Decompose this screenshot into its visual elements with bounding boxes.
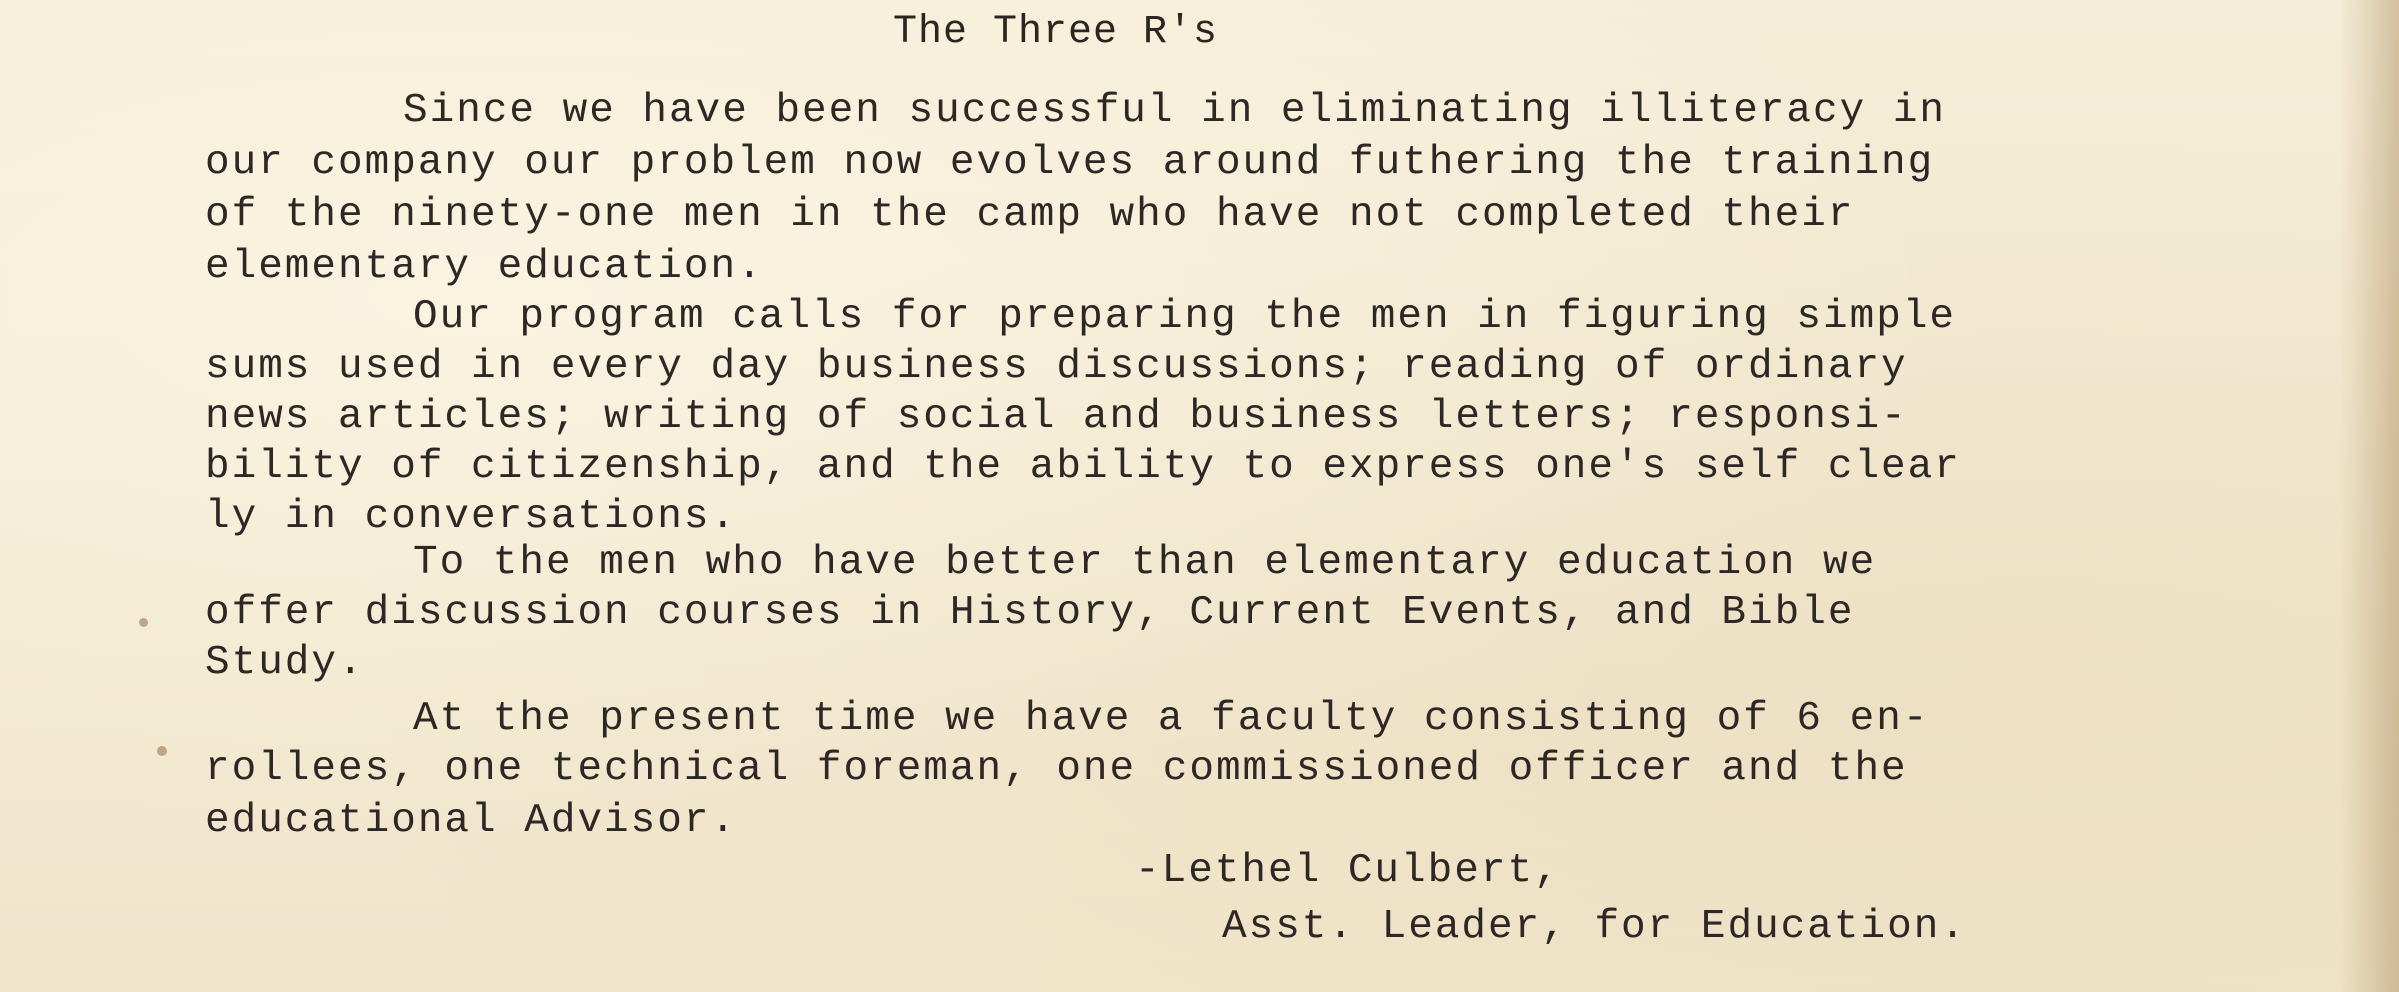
text-line: of the ninety-one men in the camp who have not completed their xyxy=(205,192,1855,238)
text-line: sums used in every day business discussions; reading of ordinary xyxy=(205,344,1908,390)
paper-edge xyxy=(2339,0,2399,992)
text-line: news articles; writing of social and business letters; responsi- xyxy=(205,394,1908,440)
signature-role: Asst. Leader, for Education. xyxy=(1222,904,1967,950)
text-line: Our program calls for preparing the men in figuring simple xyxy=(413,294,1957,340)
document-title: The Three R's xyxy=(893,10,1219,55)
signature-name: -Lethel Culbert, xyxy=(1135,848,1561,894)
text-line: Since we have been successful in eliminating illiteracy in xyxy=(403,88,1947,134)
stain-spot xyxy=(157,746,167,756)
text-line: ly in conversations. xyxy=(205,494,738,540)
stain-spot xyxy=(139,618,148,627)
text-line: elementary education. xyxy=(205,244,764,290)
text-line: To the men who have better than elementary education we xyxy=(413,540,1877,586)
text-line: offer discussion courses in History, Current Events, and Bible xyxy=(205,590,1855,636)
text-line: rollees, one technical foreman, one commissioned officer and the xyxy=(205,746,1908,792)
text-line: Study. xyxy=(205,640,365,686)
text-line: educational Advisor. xyxy=(205,798,738,844)
text-line: At the present time we have a faculty consisting of 6 en- xyxy=(413,696,1930,742)
text-line: bility of citizenship, and the ability to express one's self clear xyxy=(205,444,1961,490)
text-line: our company our problem now evolves around futhering the training xyxy=(205,140,1935,186)
